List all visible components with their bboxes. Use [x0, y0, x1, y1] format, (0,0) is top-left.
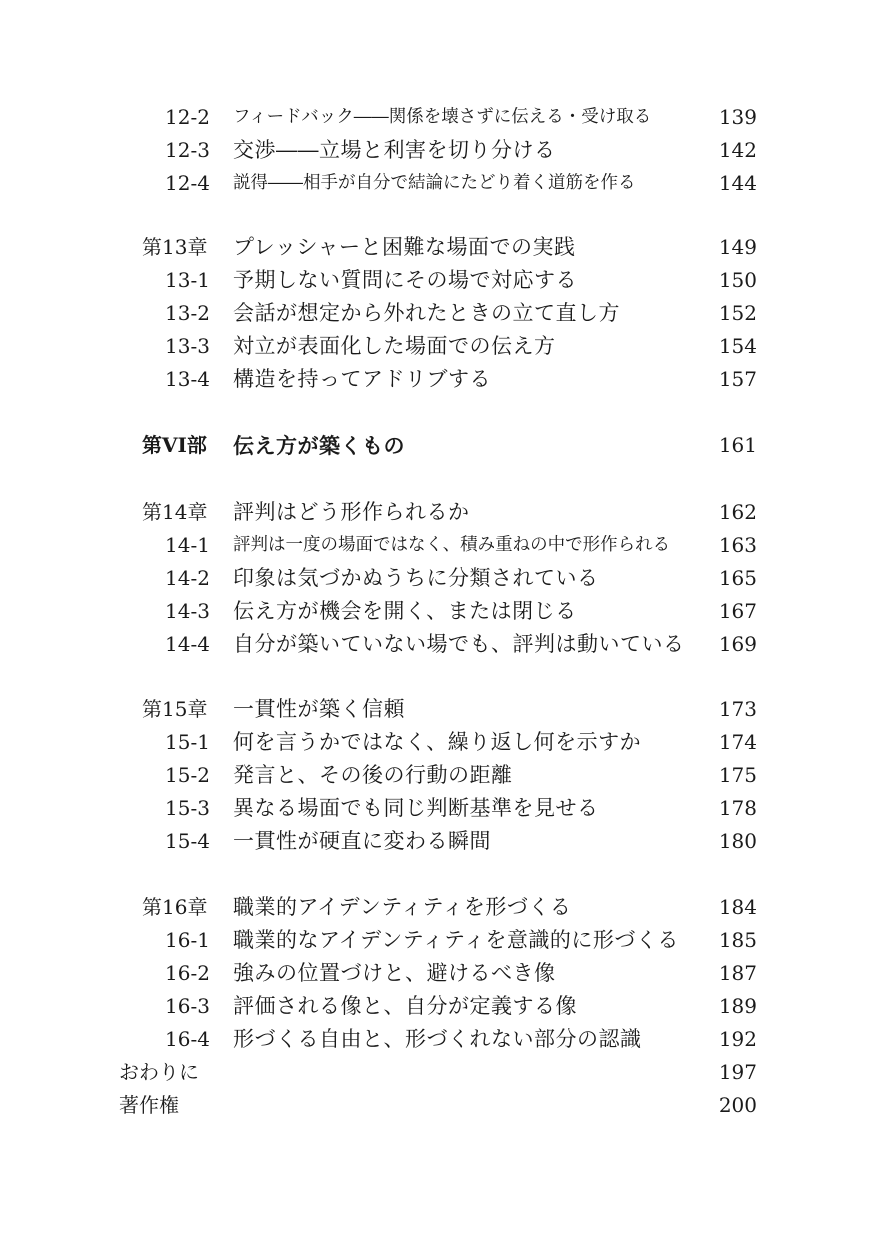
- toc-entry-chapter-13[interactable]: [0, 231, 875, 264]
- section-number: 13-1: [165, 268, 210, 292]
- section-title: 伝え方が機会を開く、または閉じる: [233, 599, 577, 623]
- chapter-title: 評判はどう形作られるか: [233, 500, 470, 524]
- toc-entry-13-2[interactable]: [0, 297, 875, 330]
- toc-entry-14-4[interactable]: [0, 628, 875, 661]
- section-number: 13-4: [165, 367, 210, 391]
- section-title: 説得――相手が自分で結論にたどり着く道筋を作る: [233, 173, 636, 193]
- page-number: 192: [718, 1027, 757, 1051]
- toc-entry-part-6[interactable]: [0, 429, 875, 462]
- page-number: 180: [718, 829, 757, 853]
- page-number: 144: [718, 171, 757, 195]
- toc-entry-chapter-14[interactable]: [0, 496, 875, 529]
- section-title: 交渉――立場と利害を切り分ける: [233, 138, 556, 162]
- section-title: 一貫性が硬直に変わる瞬間: [233, 829, 491, 853]
- page-number: 187: [718, 961, 757, 985]
- section-number: 12-2: [165, 105, 210, 129]
- section-title: 評価される像と、自分が定義する像: [233, 994, 577, 1018]
- part-title: 伝え方が築くもの: [233, 433, 405, 458]
- section-number: 14-4: [165, 632, 210, 656]
- section-number: 14-3: [165, 599, 210, 623]
- section-number: 15-3: [165, 796, 210, 820]
- chapter-number: 第15章: [142, 697, 208, 721]
- page-number: 189: [718, 994, 757, 1018]
- section-title: 構造を持ってアドリブする: [233, 367, 491, 391]
- toc-entry-13-1[interactable]: [0, 264, 875, 297]
- toc-entry-14-1[interactable]: [0, 529, 875, 562]
- section-title: 会話が想定から外れたときの立て直し方: [233, 301, 620, 325]
- toc-entry-15-3[interactable]: [0, 792, 875, 825]
- toc-entry-13-4[interactable]: [0, 363, 875, 396]
- toc-entry-12-3[interactable]: [0, 134, 875, 167]
- toc-entry-chapter-16[interactable]: [0, 891, 875, 924]
- page-number: 150: [718, 268, 757, 292]
- section-number: 12-4: [165, 171, 210, 195]
- toc-entry-15-1[interactable]: [0, 726, 875, 759]
- page-number: 178: [718, 796, 757, 820]
- page-number: 165: [718, 566, 757, 590]
- toc-entry-chapter-15[interactable]: [0, 693, 875, 726]
- page-number: 175: [718, 763, 757, 787]
- toc-entry-15-4[interactable]: [0, 825, 875, 858]
- section-number: 15-2: [165, 763, 210, 787]
- section-title: 自分が築いていない場でも、評判は動いている: [233, 632, 685, 656]
- entry-label: 著作権: [119, 1093, 179, 1117]
- section-number: 16-1: [165, 928, 210, 952]
- page-number: 163: [718, 533, 757, 557]
- toc-entry-16-1[interactable]: [0, 924, 875, 957]
- page-number: 169: [718, 632, 757, 656]
- page-number: 149: [718, 235, 757, 259]
- page-number: 173: [718, 697, 757, 721]
- page-number: 185: [718, 928, 757, 952]
- section-number: 13-2: [165, 301, 210, 325]
- toc-entry-14-3[interactable]: [0, 595, 875, 628]
- page-number: 161: [718, 433, 757, 457]
- section-number: 14-1: [165, 533, 210, 557]
- toc-entry-16-2[interactable]: [0, 957, 875, 990]
- section-number: 15-4: [165, 829, 210, 853]
- chapter-number: 第13章: [142, 235, 208, 259]
- part-number: 第VI部: [142, 433, 207, 457]
- section-title: 発言と、その後の行動の距離: [233, 763, 513, 787]
- toc-entry-12-4[interactable]: [0, 167, 875, 200]
- toc-entry-afterword[interactable]: [0, 1056, 875, 1089]
- section-number: 16-4: [165, 1027, 210, 1051]
- section-number: 16-2: [165, 961, 210, 985]
- entry-label: おわりに: [119, 1060, 199, 1084]
- page-number: 167: [718, 599, 757, 623]
- toc-entry-copyright[interactable]: [0, 1089, 875, 1122]
- section-title: 評判は一度の場面ではなく、積み重ねの中で形作られる: [233, 535, 671, 555]
- page-number: 197: [718, 1060, 757, 1084]
- chapter-number: 第14章: [142, 500, 208, 524]
- page-number: 154: [718, 334, 757, 358]
- page-number: 200: [718, 1093, 757, 1117]
- section-number: 16-3: [165, 994, 210, 1018]
- section-title: 形づくる自由と、形づくれない部分の認識: [233, 1027, 642, 1051]
- page-number: 184: [718, 895, 757, 919]
- toc-entry-12-2[interactable]: [0, 101, 875, 134]
- section-number: 12-3: [165, 138, 210, 162]
- toc-entry-16-3[interactable]: [0, 990, 875, 1023]
- section-title: 異なる場面でも同じ判断基準を見せる: [233, 796, 599, 820]
- section-title: フィードバック――関係を壊さずに伝える・受け取る: [233, 107, 652, 127]
- section-title: 何を言うかではなく、繰り返し何を示すか: [233, 730, 642, 754]
- section-title: 印象は気づかぬうちに分類されている: [233, 566, 599, 590]
- section-title: 対立が表面化した場面での伝え方: [233, 334, 556, 358]
- chapter-title: 職業的アイデンティティを形づくる: [233, 895, 572, 919]
- toc-entry-13-3[interactable]: [0, 330, 875, 363]
- page-number: 162: [718, 500, 757, 524]
- page-number: 152: [718, 301, 757, 325]
- toc-entry-15-2[interactable]: [0, 759, 875, 792]
- page-number: 142: [718, 138, 757, 162]
- page-number: 157: [718, 367, 757, 391]
- chapter-title: プレッシャーと困難な場面での実践: [233, 235, 576, 259]
- toc-entry-14-2[interactable]: [0, 562, 875, 595]
- section-title: 強みの位置づけと、避けるべき像: [233, 961, 556, 985]
- page-number: 139: [718, 105, 757, 129]
- section-number: 15-1: [165, 730, 210, 754]
- chapter-number: 第16章: [142, 895, 208, 919]
- chapter-title: 一貫性が築く信頼: [233, 697, 405, 721]
- page-number: 174: [718, 730, 757, 754]
- section-title: 職業的なアイデンティティを意識的に形づくる: [233, 928, 679, 952]
- section-number: 13-3: [165, 334, 210, 358]
- section-title: 予期しない質問にその場で対応する: [233, 268, 577, 292]
- section-number: 14-2: [165, 566, 210, 590]
- toc-entry-16-4[interactable]: [0, 1023, 875, 1056]
